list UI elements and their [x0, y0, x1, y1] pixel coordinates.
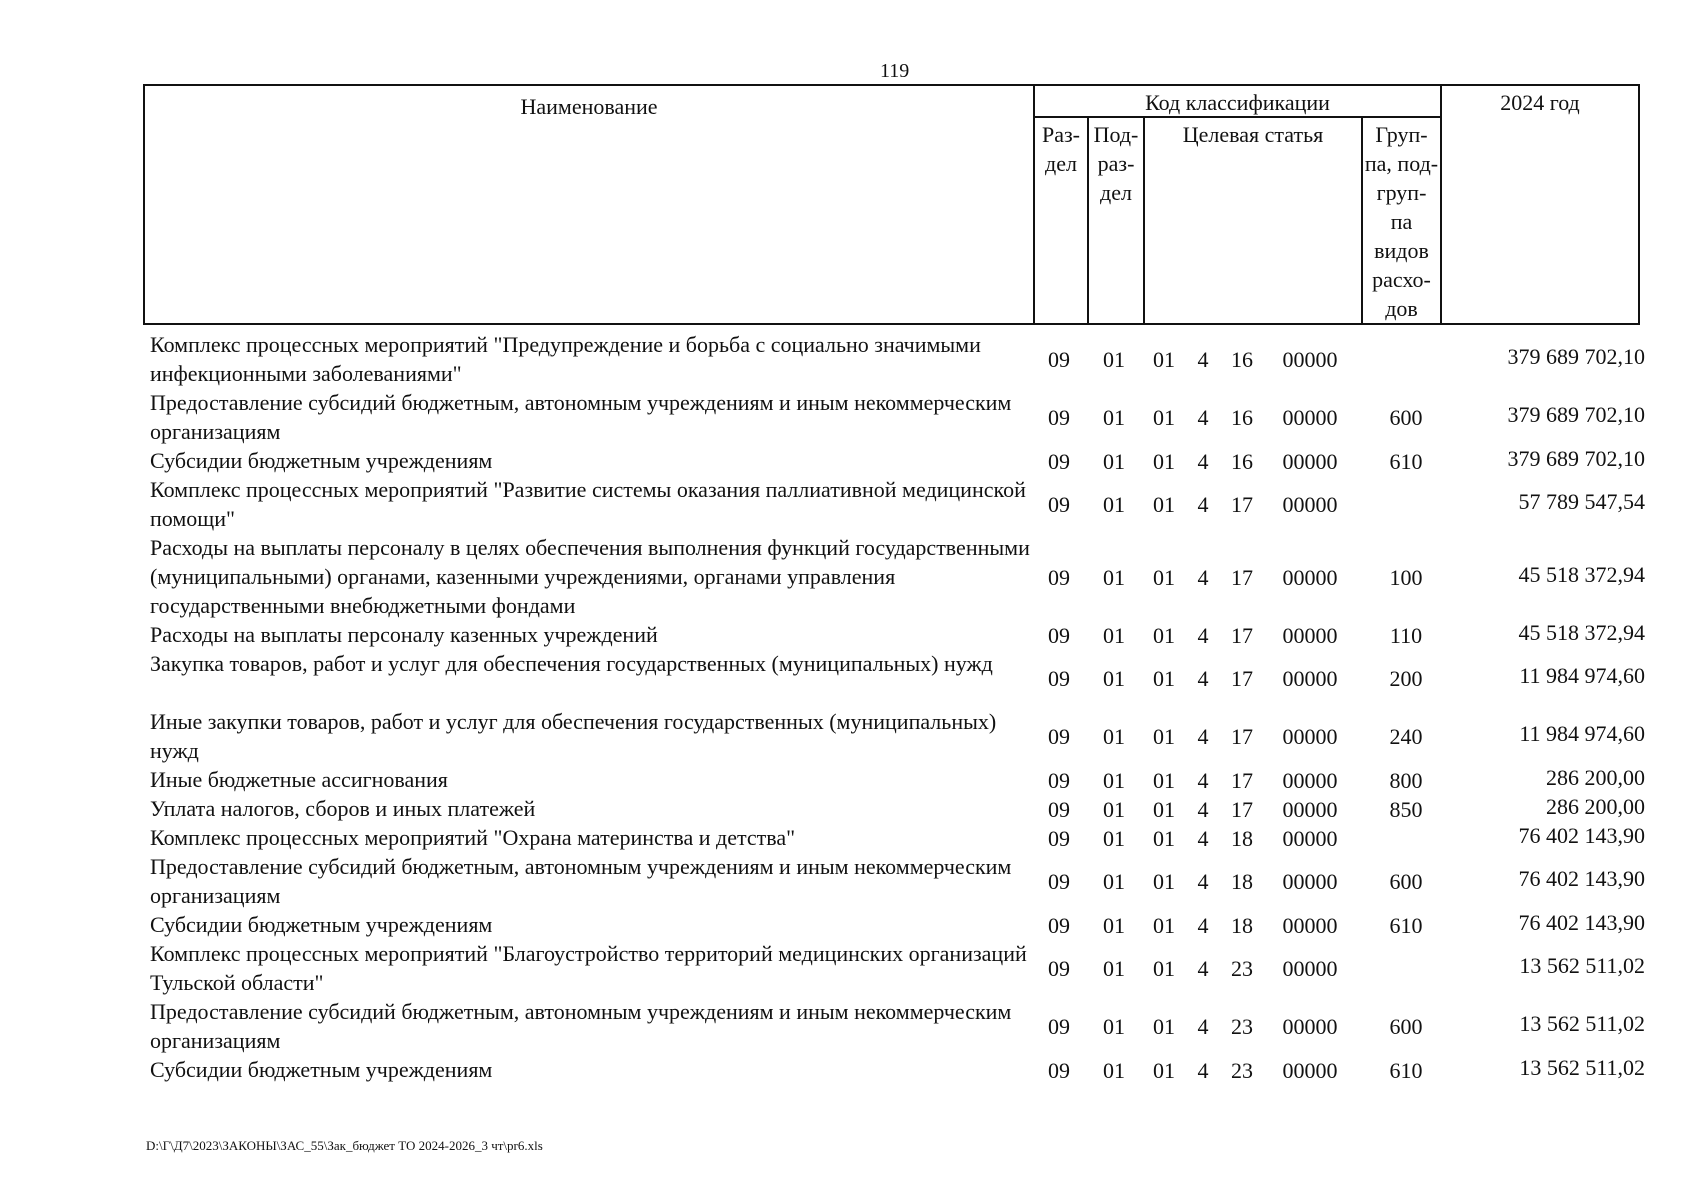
- cell-group: 200: [1389, 666, 1423, 691]
- cell-amount: 13 562 511,02: [1519, 953, 1645, 978]
- cell-c2: 4: [1197, 449, 1209, 474]
- cell-group: 600: [1389, 869, 1423, 894]
- row-name: Уплата налогов, сборов и иных платежей: [150, 796, 536, 821]
- table-row: [0, 649, 1697, 707]
- row-name: Иные бюджетные ассигнования: [150, 767, 448, 792]
- cell-podrazdel: 01: [1103, 565, 1125, 590]
- row-name: Комплекс процессных мероприятий "Охрана материнства и детства": [150, 825, 796, 850]
- cell-c2: 4: [1197, 797, 1209, 822]
- row-name: Предоставление субсидий бюджетным, автономным учреждениям и иным некоммерческим организациям: [150, 999, 1012, 1053]
- table-row: [0, 852, 1697, 910]
- cell-c3: 16: [1231, 405, 1253, 430]
- table-row: [0, 910, 1697, 939]
- cell-podrazdel: 01: [1103, 826, 1125, 851]
- cell-podrazdel: 01: [1103, 913, 1125, 938]
- cell-group: 850: [1389, 797, 1423, 822]
- cell-c2: 4: [1197, 347, 1209, 372]
- table-header: [143, 84, 1640, 325]
- cell-podrazdel: 01: [1103, 869, 1125, 894]
- cell-c1: 01: [1153, 768, 1175, 793]
- cell-podrazdel: 01: [1103, 405, 1125, 430]
- cell-c2: 4: [1197, 956, 1209, 981]
- cell-razdel: 09: [1048, 1014, 1070, 1039]
- cell-podrazdel: 01: [1103, 724, 1125, 749]
- page-number: 119: [880, 60, 910, 82]
- cell-amount: 76 402 143,90: [1518, 910, 1645, 935]
- cell-razdel: 09: [1048, 797, 1070, 822]
- cell-c4: 00000: [1282, 666, 1338, 691]
- cell-c2: 4: [1197, 724, 1209, 749]
- cell-c2: 4: [1197, 768, 1209, 793]
- cell-c3: 17: [1231, 666, 1253, 691]
- cell-c1: 01: [1153, 347, 1175, 372]
- cell-amount: 379 689 702,10: [1507, 344, 1645, 369]
- cell-c3: 17: [1231, 797, 1253, 822]
- header-code-group: Код классификации: [1145, 90, 1330, 115]
- cell-razdel: 09: [1048, 724, 1070, 749]
- cell-razdel: 09: [1048, 869, 1070, 894]
- table-row: [0, 939, 1697, 997]
- cell-c4: 00000: [1282, 724, 1338, 749]
- cell-podrazdel: 01: [1103, 1058, 1125, 1083]
- cell-c2: 4: [1197, 1014, 1209, 1039]
- cell-amount: 45 518 372,94: [1518, 620, 1645, 645]
- cell-amount: 76 402 143,90: [1518, 866, 1645, 891]
- cell-amount: 13 562 511,02: [1519, 1055, 1645, 1080]
- cell-c4: 00000: [1282, 492, 1338, 517]
- cell-podrazdel: 01: [1103, 492, 1125, 517]
- cell-group: 100: [1389, 565, 1423, 590]
- row-name: Комплекс процессных мероприятий "Предупреждение и борьба с социально значимыми инфекционными заболеваниями": [150, 332, 981, 386]
- cell-group: 600: [1389, 1014, 1423, 1039]
- row-name: Предоставление субсидий бюджетным, автономным учреждениям и иным некоммерческим организациям: [150, 854, 1012, 908]
- row-name: Субсидии бюджетным учреждениям: [150, 1057, 493, 1082]
- cell-c4: 00000: [1282, 768, 1338, 793]
- cell-razdel: 09: [1048, 405, 1070, 430]
- cell-group: 610: [1389, 1058, 1423, 1083]
- row-name: Субсидии бюджетным учреждениям: [150, 912, 493, 937]
- header-razdel: Раз- дел: [1041, 122, 1081, 176]
- cell-group: 240: [1389, 724, 1423, 749]
- cell-c1: 01: [1153, 869, 1175, 894]
- cell-amount: 11 984 974,60: [1519, 663, 1645, 688]
- row-name: Расходы на выплаты персоналу в целях обеспечения выполнения функций государственными (муниципальными) органами, казенными учреждениями, органами управления государственными внебюджетными фондами: [150, 535, 1030, 618]
- cell-razdel: 09: [1048, 347, 1070, 372]
- cell-c3: 17: [1231, 623, 1253, 648]
- cell-group: 110: [1389, 623, 1423, 648]
- cell-c4: 00000: [1282, 956, 1338, 981]
- cell-razdel: 09: [1048, 956, 1070, 981]
- table-row: [0, 330, 1697, 388]
- cell-c4: 00000: [1282, 797, 1338, 822]
- cell-c4: 00000: [1282, 913, 1338, 938]
- cell-amount: 286 200,00: [1546, 794, 1645, 819]
- cell-c3: 23: [1231, 956, 1253, 981]
- cell-c4: 00000: [1282, 826, 1338, 851]
- cell-c2: 4: [1197, 623, 1209, 648]
- cell-razdel: 09: [1048, 565, 1070, 590]
- table-row: [0, 707, 1697, 765]
- cell-c1: 01: [1153, 666, 1175, 691]
- table-row: [0, 823, 1697, 852]
- cell-c3: 17: [1231, 492, 1253, 517]
- cell-c3: 16: [1231, 347, 1253, 372]
- cell-razdel: 09: [1048, 1058, 1070, 1083]
- table-row: [0, 997, 1697, 1055]
- cell-podrazdel: 01: [1103, 347, 1125, 372]
- cell-c2: 4: [1197, 405, 1209, 430]
- cell-c1: 01: [1153, 1058, 1175, 1083]
- cell-c3: 17: [1231, 724, 1253, 749]
- cell-c3: 18: [1231, 913, 1253, 938]
- cell-c4: 00000: [1282, 869, 1338, 894]
- cell-podrazdel: 01: [1103, 1014, 1125, 1039]
- table-row: [0, 446, 1697, 475]
- row-name: Предоставление субсидий бюджетным, автономным учреждениям и иным некоммерческим организациям: [150, 390, 1012, 444]
- cell-razdel: 09: [1048, 449, 1070, 474]
- header-year: 2024 год: [1500, 90, 1580, 115]
- cell-amount: 45 518 372,94: [1518, 562, 1645, 587]
- row-name: Комплекс процессных мероприятий "Благоустройство территорий медицинских организаций Тульской области": [150, 941, 1027, 995]
- cell-amount: 379 689 702,10: [1507, 446, 1645, 471]
- row-name: Расходы на выплаты персоналу казенных учреждений: [150, 622, 658, 647]
- cell-c3: 17: [1231, 565, 1253, 590]
- cell-podrazdel: 01: [1103, 449, 1125, 474]
- cell-c4: 00000: [1282, 623, 1338, 648]
- header-name: Наименование: [520, 94, 658, 119]
- cell-podrazdel: 01: [1103, 623, 1125, 648]
- cell-amount: 57 789 547,54: [1518, 489, 1645, 514]
- cell-razdel: 09: [1048, 768, 1070, 793]
- cell-c2: 4: [1197, 565, 1209, 590]
- cell-c1: 01: [1153, 565, 1175, 590]
- row-name: Субсидии бюджетным учреждениям: [150, 448, 493, 473]
- cell-c1: 01: [1153, 797, 1175, 822]
- table-row: [0, 533, 1697, 620]
- row-name: Комплекс процессных мероприятий "Развитие системы оказания паллиативной медицинской помощи": [150, 477, 1026, 531]
- col-divider: [1440, 86, 1442, 323]
- table-row: [0, 794, 1697, 823]
- cell-c4: 00000: [1282, 347, 1338, 372]
- cell-razdel: 09: [1048, 666, 1070, 691]
- cell-amount: 11 984 974,60: [1519, 721, 1645, 746]
- cell-c4: 00000: [1282, 1058, 1338, 1083]
- table-row: [0, 1055, 1697, 1084]
- cell-c2: 4: [1197, 666, 1209, 691]
- cell-c1: 01: [1153, 492, 1175, 517]
- cell-amount: 286 200,00: [1546, 765, 1645, 790]
- cell-podrazdel: 01: [1103, 956, 1125, 981]
- cell-c1: 01: [1153, 449, 1175, 474]
- cell-c2: 4: [1197, 492, 1209, 517]
- cell-c4: 00000: [1282, 405, 1338, 430]
- cell-c1: 01: [1153, 1014, 1175, 1039]
- cell-c2: 4: [1197, 826, 1209, 851]
- cell-amount: 76 402 143,90: [1518, 823, 1645, 848]
- table-row: [0, 475, 1697, 533]
- cell-razdel: 09: [1048, 913, 1070, 938]
- cell-c1: 01: [1153, 956, 1175, 981]
- cell-c3: 17: [1231, 768, 1253, 793]
- cell-razdel: 09: [1048, 826, 1070, 851]
- cell-c3: 18: [1231, 869, 1253, 894]
- cell-c3: 18: [1231, 826, 1253, 851]
- header-group: Груп- па, под- груп- па видов расхо- дов: [1364, 122, 1439, 321]
- table-row: [0, 765, 1697, 794]
- cell-c1: 01: [1153, 913, 1175, 938]
- cell-c4: 00000: [1282, 1014, 1338, 1039]
- cell-razdel: 09: [1048, 492, 1070, 517]
- table-row: [0, 620, 1697, 649]
- cell-podrazdel: 01: [1103, 768, 1125, 793]
- cell-c2: 4: [1197, 1058, 1209, 1083]
- cell-group: 800: [1389, 768, 1423, 793]
- cell-group: 610: [1389, 913, 1423, 938]
- header-podrazdel: Под- раз- дел: [1093, 122, 1139, 205]
- cell-podrazdel: 01: [1103, 666, 1125, 691]
- cell-group: 610: [1389, 449, 1423, 474]
- header-target: Целевая статья: [1182, 122, 1324, 147]
- file-path-footer: D:\Г\Д7\2023\ЗАКОНЫ\ЗАС_55\Зак_бюджет ТО 2024-2026_3 чт\pr6.xls: [146, 1138, 543, 1153]
- cell-c3: 23: [1231, 1058, 1253, 1083]
- cell-c4: 00000: [1282, 565, 1338, 590]
- cell-podrazdel: 01: [1103, 797, 1125, 822]
- cell-c1: 01: [1153, 724, 1175, 749]
- cell-c2: 4: [1197, 913, 1209, 938]
- row-name: Иные закупки товаров, работ и услуг для обеспечения государственных (муниципальных) нужд: [150, 709, 997, 763]
- cell-c3: 23: [1231, 1014, 1253, 1039]
- cell-c2: 4: [1197, 869, 1209, 894]
- cell-group: 600: [1389, 405, 1423, 430]
- row-name: Закупка товаров, работ и услуг для обеспечения государственных (муниципальных) нужд: [150, 651, 993, 676]
- cell-c1: 01: [1153, 623, 1175, 648]
- cell-c1: 01: [1153, 405, 1175, 430]
- cell-amount: 13 562 511,02: [1519, 1011, 1645, 1036]
- cell-razdel: 09: [1048, 623, 1070, 648]
- cell-c3: 16: [1231, 449, 1253, 474]
- cell-c1: 01: [1153, 826, 1175, 851]
- table-row: [0, 388, 1697, 446]
- cell-c4: 00000: [1282, 449, 1338, 474]
- cell-amount: 379 689 702,10: [1507, 402, 1645, 427]
